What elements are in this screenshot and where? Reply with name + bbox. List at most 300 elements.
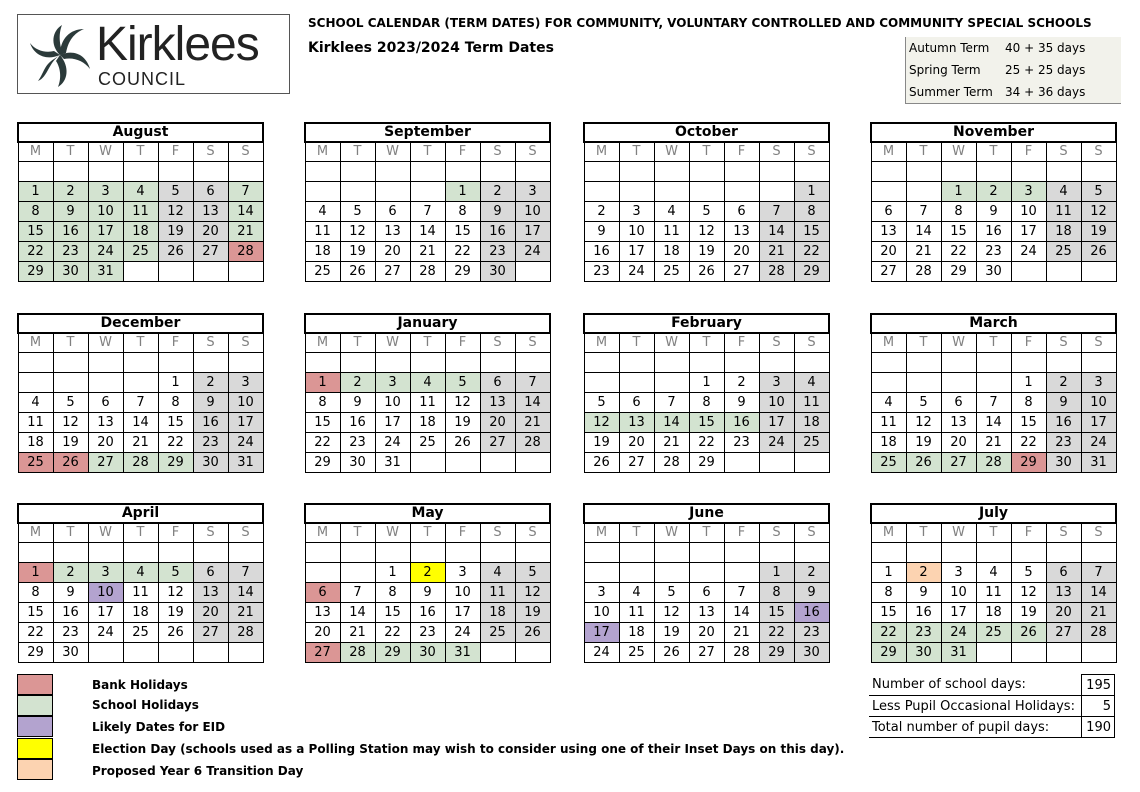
day-cell: 13 xyxy=(480,393,515,413)
empty-cell xyxy=(375,353,410,373)
day-cell: 9 xyxy=(976,202,1011,222)
day-cell: 9 xyxy=(480,202,515,222)
day-cell: 24 xyxy=(941,623,976,643)
weekday-header: S xyxy=(794,523,829,543)
day-cell: 7 xyxy=(228,182,263,202)
day-cell: 30 xyxy=(410,643,445,663)
day-cell: 10 xyxy=(1011,202,1046,222)
day-cell: 11 xyxy=(794,393,829,413)
day-cell: 7 xyxy=(976,393,1011,413)
day-cell: 28 xyxy=(906,262,941,282)
day-cell: 1 xyxy=(941,182,976,202)
empty-cell xyxy=(228,543,263,563)
term-name: Spring Term xyxy=(909,63,981,77)
empty-cell xyxy=(18,353,53,373)
day-cell: 8 xyxy=(759,583,794,603)
day-cell: 8 xyxy=(871,583,906,603)
day-cell: 5 xyxy=(515,563,550,583)
day-cell: 22 xyxy=(375,623,410,643)
day-cell: 7 xyxy=(340,583,375,603)
day-cell: 8 xyxy=(689,393,724,413)
day-cell: 14 xyxy=(759,222,794,242)
day-cell: 10 xyxy=(88,583,123,603)
day-cell: 20 xyxy=(1046,603,1081,623)
empty-cell xyxy=(619,353,654,373)
summary-row xyxy=(869,675,1115,696)
day-cell: 25 xyxy=(18,453,53,473)
empty-cell xyxy=(515,643,550,663)
day-cell: 15 xyxy=(18,603,53,623)
day-cell: 13 xyxy=(88,413,123,433)
term-days: 34 + 36 days xyxy=(1005,85,1086,99)
weekday-header: T xyxy=(123,333,158,353)
empty-cell xyxy=(410,543,445,563)
empty-cell xyxy=(759,453,794,473)
empty-cell xyxy=(18,543,53,563)
day-cell: 4 xyxy=(794,373,829,393)
weekday-header: S xyxy=(1046,523,1081,543)
day-cell: 4 xyxy=(18,393,53,413)
day-cell: 13 xyxy=(375,222,410,242)
month-name: March xyxy=(871,314,1116,333)
day-cell: 29 xyxy=(445,262,480,282)
day-cell: 11 xyxy=(123,202,158,222)
day-cell: 3 xyxy=(619,202,654,222)
month-calendar-may xyxy=(304,503,551,663)
weekday-header: S xyxy=(794,333,829,353)
weekday-header: M xyxy=(871,523,906,543)
empty-cell xyxy=(1081,262,1116,282)
term-name: Autumn Term xyxy=(909,41,990,55)
day-cell: 24 xyxy=(88,623,123,643)
day-cell: 22 xyxy=(305,433,340,453)
day-cell: 28 xyxy=(1081,623,1116,643)
day-cell: 22 xyxy=(794,242,829,262)
term-row xyxy=(909,63,1085,77)
summary-row xyxy=(869,696,1115,717)
weekday-header: S xyxy=(193,523,228,543)
day-cell: 19 xyxy=(53,433,88,453)
empty-cell xyxy=(410,453,445,473)
day-cell: 16 xyxy=(340,413,375,433)
day-cell: 15 xyxy=(941,222,976,242)
day-cell: 9 xyxy=(340,393,375,413)
month-calendar-august xyxy=(17,122,264,282)
day-cell: 27 xyxy=(941,453,976,473)
weekday-header: T xyxy=(906,333,941,353)
day-cell: 25 xyxy=(871,453,906,473)
day-cell: 12 xyxy=(906,413,941,433)
day-cell: 8 xyxy=(445,202,480,222)
day-cell: 4 xyxy=(1046,182,1081,202)
month-calendar-june xyxy=(583,503,830,663)
empty-cell xyxy=(480,162,515,182)
day-cell: 11 xyxy=(976,583,1011,603)
day-cell: 27 xyxy=(480,433,515,453)
day-cell: 22 xyxy=(445,242,480,262)
day-cell: 9 xyxy=(1046,393,1081,413)
summary-value: 5 xyxy=(1082,696,1115,717)
weekday-header: S xyxy=(1046,142,1081,162)
day-cell: 19 xyxy=(584,433,619,453)
month-calendar-september xyxy=(304,122,551,282)
month-calendar-october xyxy=(583,122,830,282)
weekday-header: S xyxy=(759,523,794,543)
day-cell: 29 xyxy=(794,262,829,282)
day-cell: 14 xyxy=(724,603,759,623)
month-calendar-december xyxy=(17,313,264,473)
day-cell: 17 xyxy=(228,413,263,433)
day-cell: 15 xyxy=(305,413,340,433)
day-cell: 28 xyxy=(654,453,689,473)
day-cell: 24 xyxy=(88,242,123,262)
day-cell: 25 xyxy=(305,262,340,282)
day-cell: 21 xyxy=(228,603,263,623)
day-cell: 6 xyxy=(88,393,123,413)
day-cell: 31 xyxy=(88,262,123,282)
day-cell: 3 xyxy=(88,563,123,583)
day-cell: 26 xyxy=(158,623,193,643)
weekday-header: F xyxy=(445,333,480,353)
weekday-header: M xyxy=(584,523,619,543)
day-cell: 20 xyxy=(480,413,515,433)
summary-row xyxy=(869,717,1115,738)
empty-cell xyxy=(228,643,263,663)
weekday-header: W xyxy=(375,142,410,162)
day-cell: 7 xyxy=(724,583,759,603)
weekday-header: M xyxy=(18,333,53,353)
day-cell: 28 xyxy=(515,433,550,453)
day-cell: 20 xyxy=(193,603,228,623)
empty-cell xyxy=(375,162,410,182)
day-cell: 27 xyxy=(724,262,759,282)
day-cell: 3 xyxy=(941,563,976,583)
day-cell: 25 xyxy=(794,433,829,453)
weekday-header: M xyxy=(305,142,340,162)
empty-cell xyxy=(689,353,724,373)
empty-cell xyxy=(584,563,619,583)
day-cell: 19 xyxy=(689,242,724,262)
legend-label-election: Election Day (schools used as a Polling Station may wish to consider using one of their Inset Days on this day). xyxy=(92,742,845,756)
day-cell: 23 xyxy=(340,433,375,453)
weekday-header: T xyxy=(340,333,375,353)
empty-cell xyxy=(123,353,158,373)
month-name: November xyxy=(871,123,1116,142)
legend-swatch-school-holiday xyxy=(17,695,53,716)
weekday-header: F xyxy=(158,523,193,543)
day-cell: 6 xyxy=(941,393,976,413)
empty-cell xyxy=(445,543,480,563)
weekday-header: T xyxy=(340,142,375,162)
day-cell: 18 xyxy=(1046,222,1081,242)
day-cell: 3 xyxy=(584,583,619,603)
day-cell: 2 xyxy=(1046,373,1081,393)
day-cell: 20 xyxy=(193,222,228,242)
weekday-header: T xyxy=(976,142,1011,162)
empty-cell xyxy=(18,373,53,393)
day-cell: 18 xyxy=(794,413,829,433)
term-row xyxy=(909,41,1085,55)
day-cell: 21 xyxy=(340,623,375,643)
legend-swatch-election xyxy=(17,738,53,759)
weekday-header: S xyxy=(759,142,794,162)
day-cell: 6 xyxy=(1046,563,1081,583)
day-cell: 10 xyxy=(88,202,123,222)
day-cell: 15 xyxy=(871,603,906,623)
empty-cell xyxy=(689,162,724,182)
empty-cell xyxy=(619,182,654,202)
day-cell: 1 xyxy=(689,373,724,393)
day-cell: 12 xyxy=(584,413,619,433)
weekday-header: M xyxy=(18,523,53,543)
day-cell: 22 xyxy=(18,242,53,262)
day-cell: 12 xyxy=(445,393,480,413)
day-cell: 13 xyxy=(193,583,228,603)
day-cell: 12 xyxy=(158,583,193,603)
day-cell: 14 xyxy=(228,202,263,222)
day-cell: 19 xyxy=(158,603,193,623)
empty-cell xyxy=(123,373,158,393)
empty-cell xyxy=(619,162,654,182)
day-cell: 10 xyxy=(941,583,976,603)
day-cell: 10 xyxy=(584,603,619,623)
day-cell: 30 xyxy=(906,643,941,663)
day-cell: 19 xyxy=(906,433,941,453)
weekday-header: S xyxy=(1046,333,1081,353)
empty-cell xyxy=(193,162,228,182)
empty-cell xyxy=(480,643,515,663)
day-cell: 7 xyxy=(123,393,158,413)
empty-cell xyxy=(480,543,515,563)
day-cell: 2 xyxy=(724,373,759,393)
day-cell: 23 xyxy=(1046,433,1081,453)
day-cell: 3 xyxy=(375,373,410,393)
day-cell: 30 xyxy=(1046,453,1081,473)
empty-cell xyxy=(53,373,88,393)
weekday-header: T xyxy=(689,142,724,162)
empty-cell xyxy=(123,262,158,282)
day-cell: 16 xyxy=(1046,413,1081,433)
day-cell: 25 xyxy=(410,433,445,453)
day-cell: 12 xyxy=(515,583,550,603)
day-cell: 11 xyxy=(480,583,515,603)
day-cell: 5 xyxy=(689,202,724,222)
day-cell: 13 xyxy=(1046,583,1081,603)
empty-cell xyxy=(724,182,759,202)
weekday-header: T xyxy=(53,523,88,543)
day-cell: 24 xyxy=(375,433,410,453)
day-cell: 16 xyxy=(724,413,759,433)
day-cell: 7 xyxy=(228,563,263,583)
day-cell: 17 xyxy=(941,603,976,623)
day-cell: 1 xyxy=(18,563,53,583)
day-cell: 8 xyxy=(375,583,410,603)
empty-cell xyxy=(941,162,976,182)
day-cell: 29 xyxy=(759,643,794,663)
weekday-header: T xyxy=(410,142,445,162)
empty-cell xyxy=(193,543,228,563)
empty-cell xyxy=(158,543,193,563)
empty-cell xyxy=(724,353,759,373)
day-cell: 13 xyxy=(305,603,340,623)
empty-cell xyxy=(794,353,829,373)
weekday-header: F xyxy=(158,333,193,353)
summary-label: Less Pupil Occasional Holidays: xyxy=(869,696,1082,717)
weekday-header: M xyxy=(18,142,53,162)
day-cell: 17 xyxy=(88,603,123,623)
month-name: August xyxy=(18,123,263,142)
day-cell: 21 xyxy=(724,623,759,643)
day-cell: 21 xyxy=(759,242,794,262)
day-cell: 19 xyxy=(1081,222,1116,242)
day-cell: 28 xyxy=(724,643,759,663)
empty-cell xyxy=(158,262,193,282)
day-cell: 17 xyxy=(1011,222,1046,242)
day-cell: 29 xyxy=(18,262,53,282)
empty-cell xyxy=(976,162,1011,182)
day-cell: 22 xyxy=(759,623,794,643)
empty-cell xyxy=(88,543,123,563)
day-cell: 16 xyxy=(410,603,445,623)
empty-cell xyxy=(871,162,906,182)
empty-cell xyxy=(340,182,375,202)
day-cell: 24 xyxy=(1081,433,1116,453)
empty-cell xyxy=(584,182,619,202)
day-cell: 17 xyxy=(584,623,619,643)
day-cell: 18 xyxy=(123,603,158,623)
day-cell: 9 xyxy=(584,222,619,242)
empty-cell xyxy=(1081,353,1116,373)
empty-cell xyxy=(445,453,480,473)
day-cell: 26 xyxy=(906,453,941,473)
day-cell: 24 xyxy=(619,262,654,282)
empty-cell xyxy=(340,162,375,182)
day-cell: 24 xyxy=(759,433,794,453)
day-cell: 21 xyxy=(410,242,445,262)
day-cell: 8 xyxy=(794,202,829,222)
day-cell: 18 xyxy=(410,413,445,433)
day-cell: 16 xyxy=(584,242,619,262)
day-cell: 25 xyxy=(123,623,158,643)
weekday-header: S xyxy=(228,333,263,353)
day-cell: 19 xyxy=(158,222,193,242)
empty-cell xyxy=(18,162,53,182)
day-cell: 27 xyxy=(375,262,410,282)
month-calendar-march xyxy=(870,313,1117,473)
weekday-header: S xyxy=(193,333,228,353)
day-cell: 15 xyxy=(375,603,410,623)
day-cell: 20 xyxy=(941,433,976,453)
day-cell: 14 xyxy=(976,413,1011,433)
day-cell: 15 xyxy=(18,222,53,242)
page-title: SCHOOL CALENDAR (TERM DATES) FOR COMMUNITY, VOLUNTARY CONTROLLED AND COMMUNITY SPECIAL SCHOOLS xyxy=(308,16,1092,30)
day-cell: 8 xyxy=(1011,393,1046,413)
empty-cell xyxy=(584,353,619,373)
day-cell: 23 xyxy=(906,623,941,643)
page-subtitle: Kirklees 2023/2024 Term Dates xyxy=(308,40,554,56)
empty-cell xyxy=(759,162,794,182)
empty-cell xyxy=(410,182,445,202)
day-cell: 6 xyxy=(305,583,340,603)
day-cell: 4 xyxy=(123,563,158,583)
day-cell: 22 xyxy=(18,623,53,643)
month-calendar-november xyxy=(870,122,1117,282)
day-cell: 26 xyxy=(340,262,375,282)
weekday-header: W xyxy=(654,333,689,353)
weekday-header: M xyxy=(584,142,619,162)
legend-swatch-transition xyxy=(17,759,53,780)
day-cell: 17 xyxy=(445,603,480,623)
empty-cell xyxy=(228,162,263,182)
day-cell: 4 xyxy=(871,393,906,413)
day-cell: 18 xyxy=(871,433,906,453)
day-cell: 20 xyxy=(689,623,724,643)
empty-cell xyxy=(654,353,689,373)
day-cell: 5 xyxy=(445,373,480,393)
day-cell: 26 xyxy=(53,453,88,473)
day-cell: 2 xyxy=(906,563,941,583)
day-cell: 23 xyxy=(53,242,88,262)
weekday-header: W xyxy=(88,142,123,162)
legend-label-eid: Likely Dates for EID xyxy=(92,720,226,734)
day-cell: 15 xyxy=(759,603,794,623)
empty-cell xyxy=(654,543,689,563)
day-cell: 8 xyxy=(18,583,53,603)
day-cell: 25 xyxy=(123,242,158,262)
month-name: September xyxy=(305,123,550,142)
empty-cell xyxy=(906,373,941,393)
day-cell: 11 xyxy=(871,413,906,433)
day-cell: 3 xyxy=(445,563,480,583)
day-cell: 3 xyxy=(759,373,794,393)
term-row xyxy=(909,85,1085,99)
day-cell: 6 xyxy=(619,393,654,413)
weekday-header: S xyxy=(515,142,550,162)
day-cell: 10 xyxy=(1081,393,1116,413)
day-cell: 1 xyxy=(794,182,829,202)
month-name: April xyxy=(18,504,263,523)
day-cell: 19 xyxy=(340,242,375,262)
empty-cell xyxy=(158,643,193,663)
day-cell: 22 xyxy=(871,623,906,643)
weekday-header: S xyxy=(1081,333,1116,353)
day-cell: 11 xyxy=(123,583,158,603)
weekday-header: W xyxy=(88,333,123,353)
weekday-header: T xyxy=(340,523,375,543)
day-cell: 28 xyxy=(228,242,263,262)
day-cell: 29 xyxy=(18,643,53,663)
day-cell: 3 xyxy=(515,182,550,202)
day-cell: 16 xyxy=(794,603,829,623)
weekday-header: M xyxy=(871,333,906,353)
day-cell: 8 xyxy=(305,393,340,413)
empty-cell xyxy=(515,543,550,563)
weekday-header: M xyxy=(584,333,619,353)
empty-cell xyxy=(941,543,976,563)
day-cell: 9 xyxy=(794,583,829,603)
day-cell: 15 xyxy=(794,222,829,242)
weekday-header: M xyxy=(305,523,340,543)
empty-cell xyxy=(53,353,88,373)
day-cell: 27 xyxy=(88,453,123,473)
day-cell: 26 xyxy=(1081,242,1116,262)
month-calendar-july xyxy=(870,503,1117,663)
weekday-header: F xyxy=(1011,142,1046,162)
month-name: December xyxy=(18,314,263,333)
empty-cell xyxy=(1011,162,1046,182)
day-cell: 11 xyxy=(410,393,445,413)
council-logo xyxy=(17,14,290,94)
